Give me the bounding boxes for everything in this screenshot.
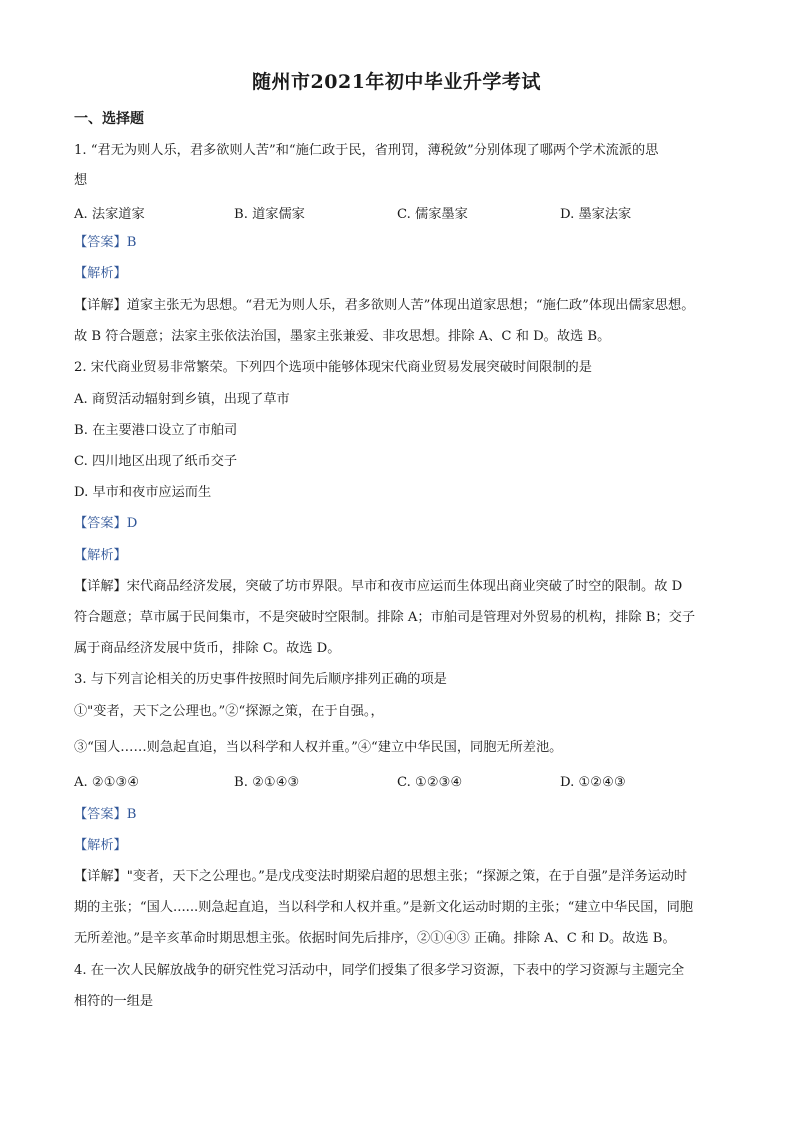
q1-option-c: C. 儒家墨家 (397, 207, 468, 222)
q3-option-c: C. ①②③④ (397, 775, 463, 790)
q2-detail-line3: 属于商品经济发展中货币，排除 C。故选 D。 (74, 641, 341, 656)
q2-answer: 【答案】D (74, 516, 138, 531)
q1-answer: 【答案】B (74, 235, 137, 250)
q3-option-b: B. ②①④③ (234, 775, 300, 790)
q1-detail-line2: 故 B 符合题意；法家主张依法治国，墨家主张兼爱、非攻思想。排除 A、C 和 D。故选 B。 (74, 329, 611, 344)
q2-option-a: A. 商贸活动辐射到乡镇，出现了草市 (74, 392, 290, 407)
q1-analysis-label: 【解析】 (74, 266, 127, 281)
q1-option-a: A. 法家道家 (74, 207, 145, 222)
q2-option-c: C. 四川地区出现了纸币交子 (74, 454, 238, 469)
q3-stem: 3. 与下列言论相关的历史事件按照时间先后顺序排列正确的项是 (74, 672, 447, 687)
q2-detail-line2: 符合题意；草市属于民间集市，不是突破时空限制。排除 A；市舶司是管理对外贸易的机构，排除 B；交子 (74, 610, 696, 625)
q2-detail-line1: 【详解】宋代商品经济发展，突破了坊市界限。早市和夜市应运而生体现出商业突破了时空的限制。故 D (74, 579, 683, 594)
q2-stem: 2. 宋代商业贸易非常繁荣。下列四个选项中能够体现宋代商业贸易发展突破时间限制的是 (74, 360, 592, 375)
page-title: 随州市2021年初中毕业升学考试 (252, 71, 541, 93)
q2-option-b: B. 在主要港口设立了市舶司 (74, 423, 238, 438)
q3-option-d: D. ①②④③ (560, 775, 626, 790)
q3-quote-line2: ③“国人……则急起直追，当以科学和人权并重。”④“建立中华民国，同胞无所差池。 (74, 740, 563, 755)
q1-option-b: B. 道家儒家 (234, 207, 305, 222)
q1-detail-line1: 【详解】道家主张无为思想。“君无为则人乐，君多欲则人苦”体现出道家思想；“施仁政”体现出儒家思想。 (74, 298, 695, 313)
q3-answer: 【答案】B (74, 807, 137, 822)
q1-option-d: D. 墨家法家 (560, 207, 632, 222)
q3-option-a: A. ②①③④ (74, 775, 140, 790)
q3-detail-line2: 期的主张；“国人......则急起直追，当以科学和人权并重。”是新文化运动时期的主张；“建立中华民国，同胞 (74, 900, 694, 915)
q3-detail-line1: 【详解】"变者，天下之公理也。”是戊戌变法时期梁启超的思想主张；“探源之策，在于自强”是洋务运动时 (74, 869, 688, 884)
q4-stem-line1: 4. 在一次人民解放战争的研究性党习活动中，同学们授集了很多学习资源，下表中的学习资源与主题完全 (74, 963, 685, 978)
q1-stem-line1: 1. “君无为则人乐，君多欲则人苦”和“施仁政于民，省刑罚，薄税敛”分别体现了哪两个学术流派的思 (74, 143, 659, 158)
q2-analysis-label: 【解析】 (74, 548, 127, 563)
q3-detail-line3: 无所差池。”是辛亥革命时期思想主张。依据时间先后排序，②①④③ 正确。排除 A、C 和 D。故选 B。 (74, 931, 676, 946)
q3-quote-line1: ①"变者，天下之公理也。”②“探源之策，在于自强。， (74, 704, 384, 719)
q1-stem-line2: 想 (74, 173, 88, 188)
q2-option-d: D. 早市和夜市应运而生 (74, 485, 212, 500)
q3-analysis-label: 【解析】 (74, 838, 127, 853)
q4-stem-line2: 相符的一组是 (74, 994, 154, 1009)
section-heading: 一、选择题 (74, 111, 144, 127)
